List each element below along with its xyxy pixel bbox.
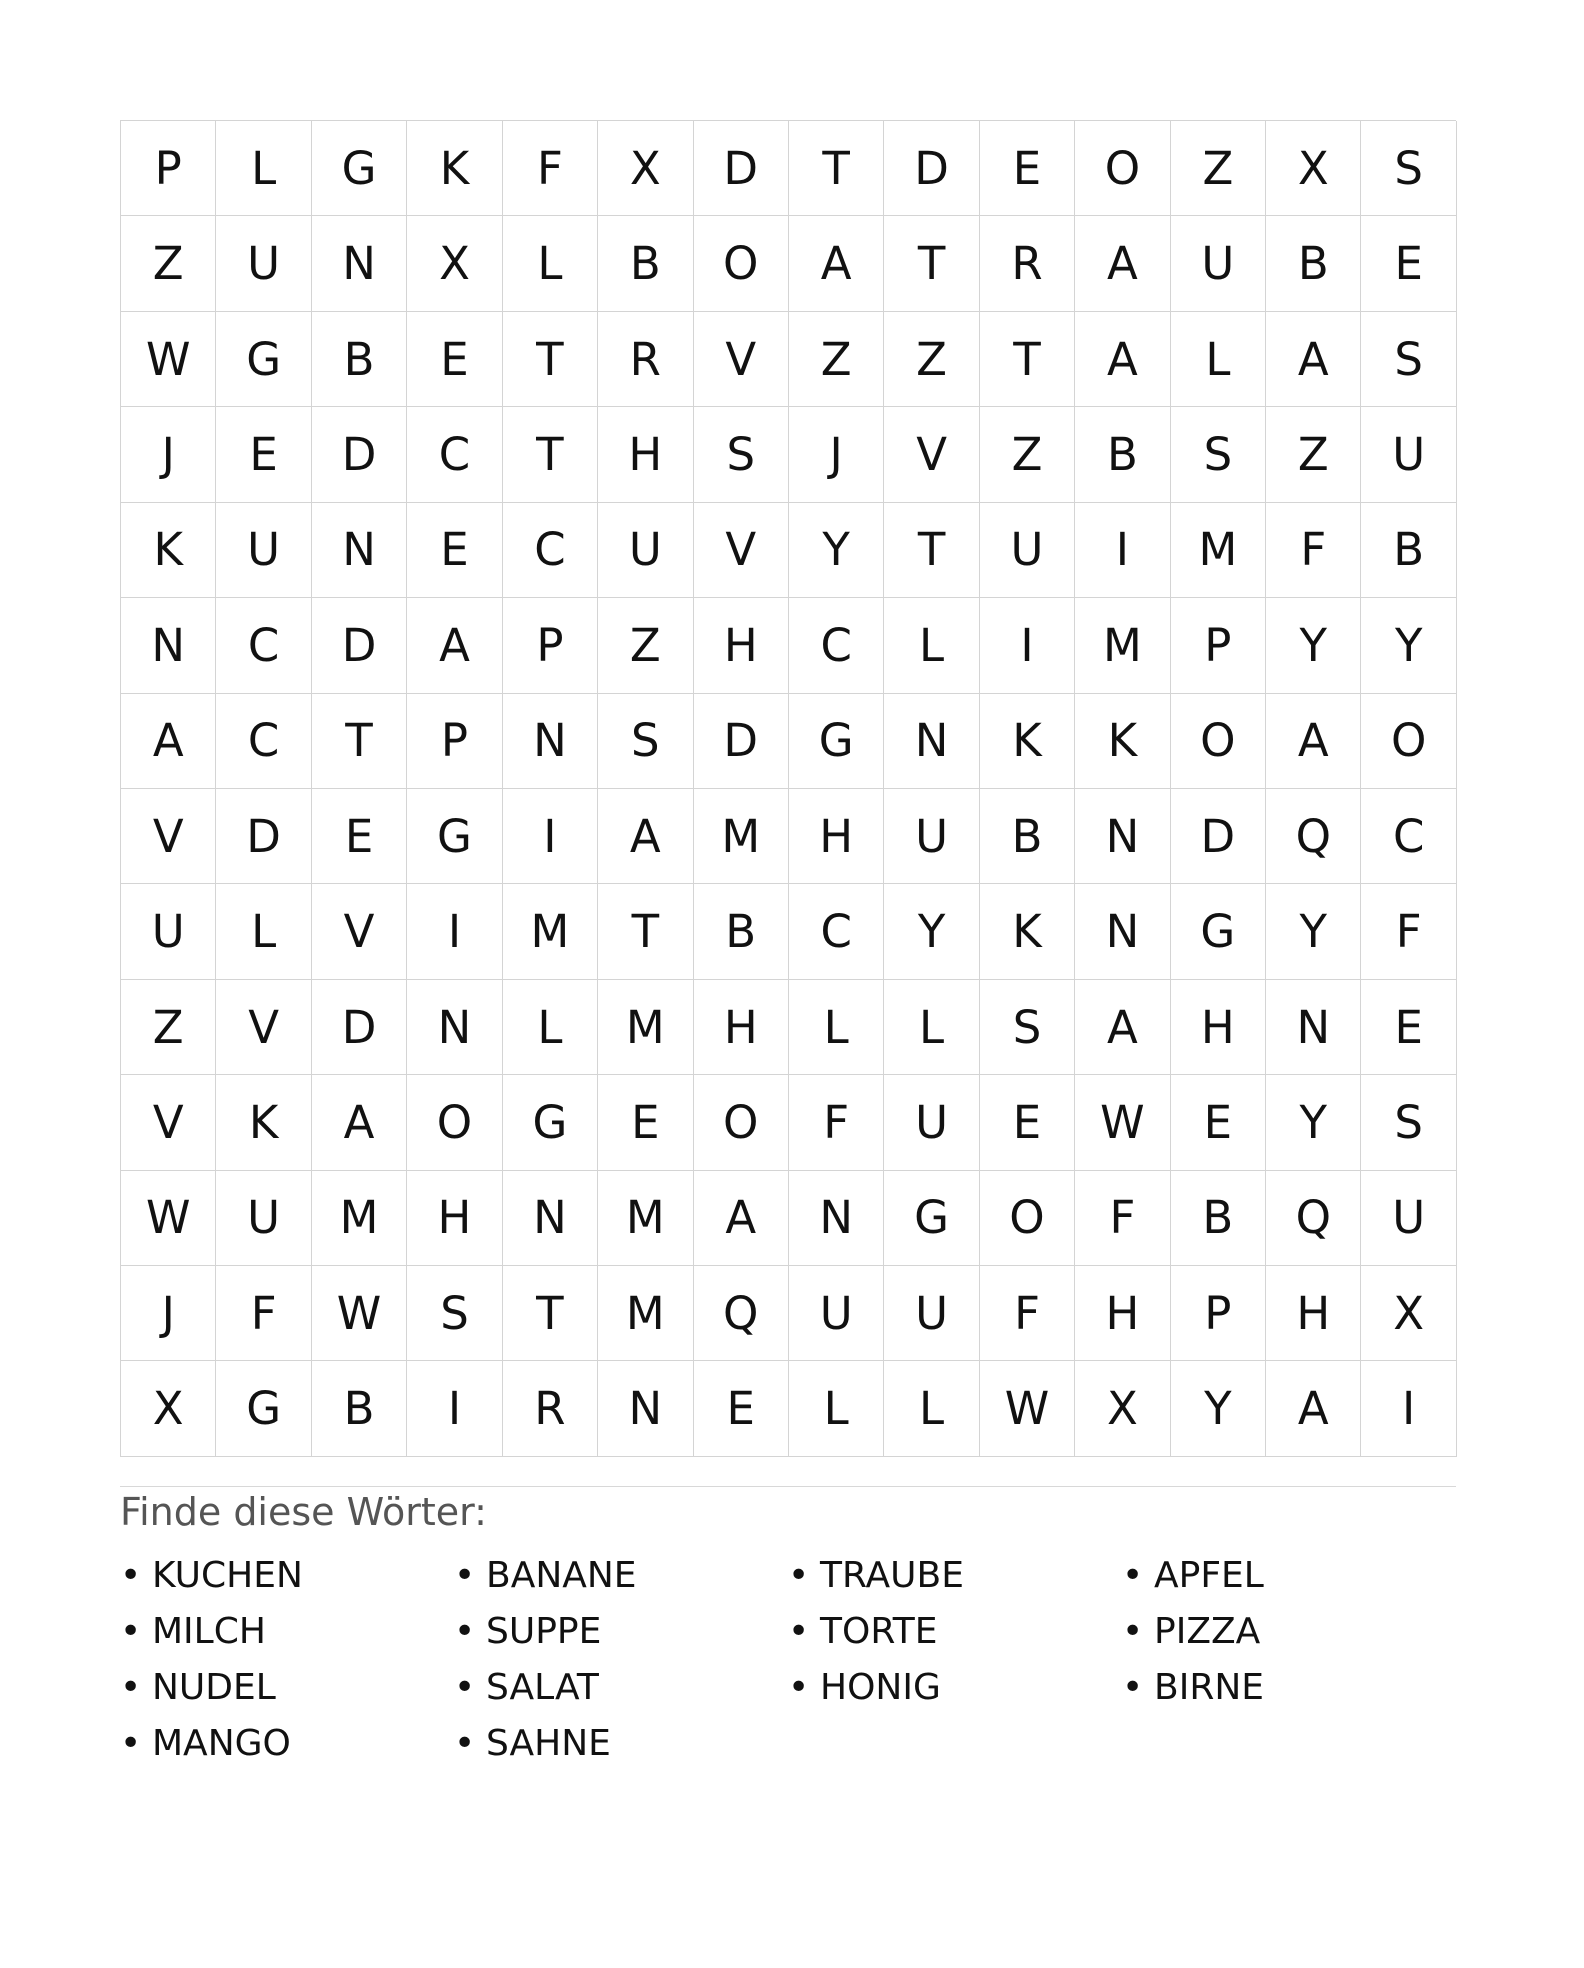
grid-cell[interactable]: U — [980, 503, 1075, 598]
bullet-icon: • — [454, 1723, 476, 1764]
word-list-item — [454, 1660, 788, 1716]
grid-cell[interactable]: C — [789, 884, 884, 979]
grid-cell[interactable]: S — [407, 1266, 502, 1361]
grid-cell[interactable]: F — [789, 1075, 884, 1170]
grid-cell[interactable]: V — [884, 407, 979, 502]
grid-cell[interactable]: X — [1075, 1361, 1170, 1456]
grid-cell[interactable]: K — [121, 503, 216, 598]
word-list-item — [120, 1716, 454, 1772]
grid-cell[interactable]: G — [216, 312, 311, 407]
grid-cell[interactable]: U — [884, 1075, 979, 1170]
grid-cell[interactable]: N — [503, 1171, 598, 1266]
grid-cell[interactable]: A — [1266, 312, 1361, 407]
grid-cell[interactable]: L — [503, 980, 598, 1075]
grid-cell[interactable]: A — [1075, 216, 1170, 311]
grid-cell[interactable]: O — [1171, 694, 1266, 789]
grid-cell[interactable]: R — [598, 312, 693, 407]
letter-grid — [120, 120, 1456, 1457]
grid-cell[interactable]: X — [1361, 1266, 1456, 1361]
grid-cell[interactable]: D — [312, 598, 407, 693]
word-search-puzzle — [120, 120, 1456, 1457]
word-list-item — [1122, 1604, 1456, 1660]
grid-cell[interactable]: U — [1171, 216, 1266, 311]
grid-cell[interactable]: T — [503, 1266, 598, 1361]
bullet-icon: • — [788, 1667, 810, 1708]
grid-cell[interactable]: U — [216, 216, 311, 311]
grid-cell[interactable]: H — [694, 598, 789, 693]
grid-cell[interactable]: Z — [121, 980, 216, 1075]
bullet-icon: • — [1122, 1555, 1144, 1596]
word-label: NUDEL — [152, 1667, 276, 1708]
grid-cell[interactable]: E — [216, 407, 311, 502]
word-label: HONIG — [820, 1667, 941, 1708]
grid-cell[interactable]: G — [216, 1361, 311, 1456]
grid-cell[interactable]: P — [121, 121, 216, 216]
divider — [120, 1486, 1456, 1487]
grid-cell[interactable]: B — [312, 312, 407, 407]
word-label: MILCH — [152, 1611, 266, 1652]
grid-cell[interactable]: R — [503, 1361, 598, 1456]
grid-cell[interactable]: A — [121, 694, 216, 789]
grid-cell[interactable]: U — [598, 503, 693, 598]
grid-cell[interactable]: T — [884, 216, 979, 311]
grid-cell[interactable]: N — [884, 694, 979, 789]
grid-cell[interactable]: Y — [1266, 1075, 1361, 1170]
word-list — [120, 1548, 1456, 1772]
word-list-item — [120, 1604, 454, 1660]
word-label: SAHNE — [486, 1723, 611, 1764]
grid-cell[interactable]: O — [1075, 121, 1170, 216]
grid-cell[interactable]: G — [407, 789, 502, 884]
grid-cell[interactable]: A — [407, 598, 502, 693]
grid-cell[interactable]: Y — [884, 884, 979, 979]
grid-cell[interactable]: J — [121, 407, 216, 502]
grid-cell[interactable]: Z — [884, 312, 979, 407]
grid-cell[interactable]: D — [694, 121, 789, 216]
bullet-icon: • — [454, 1667, 476, 1708]
bullet-icon: • — [788, 1611, 810, 1652]
bullet-icon: • — [120, 1723, 142, 1764]
grid-cell[interactable]: Z — [789, 312, 884, 407]
grid-cell[interactable]: P — [407, 694, 502, 789]
word-label: MANGO — [152, 1723, 291, 1764]
grid-cell[interactable]: I — [407, 884, 502, 979]
word-label: BIRNE — [1154, 1667, 1265, 1708]
grid-cell[interactable]: K — [216, 1075, 311, 1170]
grid-cell[interactable]: W — [121, 312, 216, 407]
grid-cell[interactable]: S — [1361, 121, 1456, 216]
grid-cell[interactable]: F — [1266, 503, 1361, 598]
grid-cell[interactable]: E — [407, 312, 502, 407]
bullet-icon: • — [1122, 1611, 1144, 1652]
grid-cell[interactable]: Q — [1266, 1171, 1361, 1266]
grid-cell[interactable]: X — [1266, 121, 1361, 216]
grid-cell[interactable]: U — [216, 1171, 311, 1266]
bullet-icon: • — [788, 1555, 810, 1596]
grid-cell[interactable]: F — [980, 1266, 1075, 1361]
grid-cell[interactable]: N — [121, 598, 216, 693]
grid-cell[interactable]: Y — [1361, 598, 1456, 693]
bullet-icon: • — [120, 1555, 142, 1596]
grid-cell[interactable]: C — [1361, 789, 1456, 884]
grid-cell[interactable]: Y — [789, 503, 884, 598]
grid-cell[interactable]: Y — [1171, 1361, 1266, 1456]
grid-cell[interactable]: Y — [1266, 884, 1361, 979]
grid-cell[interactable]: X — [598, 121, 693, 216]
word-label: SUPPE — [486, 1611, 602, 1652]
grid-cell[interactable]: G — [789, 694, 884, 789]
grid-cell[interactable]: S — [1361, 312, 1456, 407]
grid-cell[interactable]: D — [312, 407, 407, 502]
grid-cell[interactable]: M — [1075, 598, 1170, 693]
grid-cell[interactable]: E — [407, 503, 502, 598]
grid-cell[interactable]: H — [598, 407, 693, 502]
grid-cell[interactable]: N — [312, 503, 407, 598]
grid-cell[interactable]: E — [598, 1075, 693, 1170]
grid-cell[interactable]: A — [789, 216, 884, 311]
grid-cell[interactable]: V — [694, 312, 789, 407]
grid-cell[interactable]: G — [503, 1075, 598, 1170]
grid-cell[interactable]: E — [1361, 216, 1456, 311]
grid-cell[interactable]: F — [1361, 884, 1456, 979]
grid-cell[interactable]: L — [216, 884, 311, 979]
grid-cell[interactable]: B — [598, 216, 693, 311]
grid-cell[interactable]: Q — [1266, 789, 1361, 884]
grid-cell[interactable]: N — [598, 1361, 693, 1456]
grid-cell[interactable]: M — [694, 789, 789, 884]
word-label: KUCHEN — [152, 1555, 303, 1596]
grid-cell[interactable]: U — [789, 1266, 884, 1361]
word-list-item — [454, 1548, 788, 1604]
grid-cell[interactable]: X — [121, 1361, 216, 1456]
grid-cell[interactable]: B — [1075, 407, 1170, 502]
grid-cell[interactable]: N — [503, 694, 598, 789]
grid-cell[interactable]: O — [694, 1075, 789, 1170]
grid-cell[interactable]: E — [1171, 1075, 1266, 1170]
grid-cell[interactable]: N — [789, 1171, 884, 1266]
word-list-item — [454, 1716, 788, 1772]
word-label: PIZZA — [1154, 1611, 1261, 1652]
grid-cell[interactable]: G — [1171, 884, 1266, 979]
grid-cell[interactable]: A — [1075, 980, 1170, 1075]
grid-cell[interactable]: N — [1075, 789, 1170, 884]
word-list-title: Finde diese Wörter: — [120, 1490, 487, 1534]
grid-cell[interactable]: E — [312, 789, 407, 884]
grid-cell[interactable]: M — [312, 1171, 407, 1266]
grid-cell[interactable]: Y — [1266, 598, 1361, 693]
grid-cell[interactable]: I — [1361, 1361, 1456, 1456]
grid-cell[interactable]: O — [1361, 694, 1456, 789]
grid-cell[interactable]: D — [1171, 789, 1266, 884]
grid-cell[interactable]: H — [694, 980, 789, 1075]
grid-cell[interactable]: Z — [598, 598, 693, 693]
word-label: TORTE — [820, 1611, 938, 1652]
grid-cell[interactable]: N — [407, 980, 502, 1075]
grid-cell[interactable]: K — [407, 121, 502, 216]
grid-cell[interactable]: T — [884, 503, 979, 598]
grid-cell[interactable]: M — [1171, 503, 1266, 598]
grid-cell[interactable]: B — [1266, 216, 1361, 311]
grid-cell[interactable]: S — [598, 694, 693, 789]
grid-cell[interactable]: U — [121, 884, 216, 979]
grid-cell[interactable]: C — [503, 503, 598, 598]
grid-cell[interactable]: T — [312, 694, 407, 789]
word-label: SALAT — [486, 1667, 599, 1708]
grid-cell[interactable]: L — [884, 598, 979, 693]
grid-cell[interactable]: T — [598, 884, 693, 979]
grid-cell[interactable]: T — [503, 407, 598, 502]
word-list-item — [1122, 1660, 1456, 1716]
grid-cell[interactable]: E — [1361, 980, 1456, 1075]
grid-cell[interactable]: N — [312, 216, 407, 311]
grid-cell[interactable]: I — [407, 1361, 502, 1456]
grid-cell[interactable]: H — [789, 789, 884, 884]
grid-cell[interactable]: D — [312, 980, 407, 1075]
grid-cell[interactable]: P — [503, 598, 598, 693]
grid-cell[interactable]: A — [1266, 694, 1361, 789]
grid-cell[interactable]: W — [121, 1171, 216, 1266]
grid-cell[interactable]: Z — [1171, 121, 1266, 216]
grid-cell[interactable]: H — [1171, 980, 1266, 1075]
word-list-item — [454, 1604, 788, 1660]
grid-cell[interactable]: U — [884, 789, 979, 884]
grid-cell[interactable]: U — [216, 503, 311, 598]
grid-cell[interactable]: S — [1171, 407, 1266, 502]
grid-cell[interactable]: T — [503, 312, 598, 407]
grid-cell[interactable]: H — [1075, 1266, 1170, 1361]
grid-cell[interactable]: Z — [1266, 407, 1361, 502]
grid-cell[interactable]: L — [1171, 312, 1266, 407]
grid-cell[interactable]: B — [980, 789, 1075, 884]
grid-cell[interactable]: C — [216, 694, 311, 789]
grid-cell[interactable]: Z — [121, 216, 216, 311]
grid-cell[interactable]: L — [789, 980, 884, 1075]
grid-cell[interactable]: A — [312, 1075, 407, 1170]
grid-cell[interactable]: J — [789, 407, 884, 502]
grid-cell[interactable]: H — [1266, 1266, 1361, 1361]
grid-cell[interactable]: I — [1075, 503, 1170, 598]
grid-cell[interactable]: V — [312, 884, 407, 979]
grid-cell[interactable]: P — [1171, 598, 1266, 693]
word-label: TRAUBE — [820, 1555, 964, 1596]
grid-cell[interactable]: C — [216, 598, 311, 693]
grid-cell[interactable]: W — [980, 1361, 1075, 1456]
grid-cell[interactable]: V — [216, 980, 311, 1075]
grid-cell[interactable]: S — [1361, 1075, 1456, 1170]
grid-cell[interactable]: A — [1075, 312, 1170, 407]
grid-cell[interactable]: U — [1361, 407, 1456, 502]
grid-cell[interactable]: K — [1075, 694, 1170, 789]
grid-cell[interactable]: N — [1075, 884, 1170, 979]
grid-cell[interactable]: I — [980, 598, 1075, 693]
grid-cell[interactable]: B — [1171, 1171, 1266, 1266]
grid-cell[interactable]: E — [980, 121, 1075, 216]
grid-cell[interactable]: D — [216, 789, 311, 884]
grid-cell[interactable]: F — [1075, 1171, 1170, 1266]
bullet-icon: • — [454, 1555, 476, 1596]
word-list-item — [120, 1660, 454, 1716]
grid-cell[interactable]: T — [789, 121, 884, 216]
word-list-item — [788, 1660, 1122, 1716]
grid-cell[interactable]: K — [980, 694, 1075, 789]
grid-cell[interactable]: P — [1171, 1266, 1266, 1361]
grid-cell[interactable]: T — [980, 312, 1075, 407]
grid-cell[interactable]: S — [980, 980, 1075, 1075]
grid-cell[interactable]: B — [694, 884, 789, 979]
grid-cell[interactable]: S — [694, 407, 789, 502]
grid-cell[interactable]: O — [694, 216, 789, 311]
grid-cell[interactable]: Q — [694, 1266, 789, 1361]
grid-cell[interactable]: M — [598, 1266, 693, 1361]
grid-cell[interactable]: W — [312, 1266, 407, 1361]
grid-cell[interactable]: B — [312, 1361, 407, 1456]
word-list-item — [120, 1548, 454, 1604]
grid-cell[interactable]: A — [694, 1171, 789, 1266]
grid-cell[interactable]: W — [1075, 1075, 1170, 1170]
grid-cell[interactable]: Z — [980, 407, 1075, 502]
word-list-item — [788, 1604, 1122, 1660]
bullet-icon: • — [1122, 1667, 1144, 1708]
grid-cell[interactable]: C — [407, 407, 502, 502]
grid-cell[interactable]: M — [503, 884, 598, 979]
grid-cell[interactable]: L — [884, 980, 979, 1075]
grid-cell[interactable]: J — [121, 1266, 216, 1361]
grid-cell[interactable]: V — [121, 1075, 216, 1170]
grid-cell[interactable]: F — [503, 121, 598, 216]
grid-cell[interactable]: U — [1361, 1171, 1456, 1266]
bullet-icon: • — [454, 1611, 476, 1652]
grid-cell[interactable]: B — [1361, 503, 1456, 598]
word-label: APFEL — [1154, 1555, 1264, 1596]
word-list-item — [788, 1548, 1122, 1604]
grid-cell[interactable]: L — [884, 1361, 979, 1456]
grid-cell[interactable]: D — [694, 694, 789, 789]
grid-cell[interactable]: M — [598, 1171, 693, 1266]
grid-cell[interactable]: O — [407, 1075, 502, 1170]
grid-cell[interactable]: F — [216, 1266, 311, 1361]
grid-cell[interactable]: I — [503, 789, 598, 884]
grid-cell[interactable]: A — [1266, 1361, 1361, 1456]
bullet-icon: • — [120, 1667, 142, 1708]
grid-cell[interactable]: N — [1266, 980, 1361, 1075]
grid-cell[interactable]: R — [980, 216, 1075, 311]
grid-cell[interactable]: L — [503, 216, 598, 311]
grid-cell[interactable]: M — [598, 980, 693, 1075]
grid-cell[interactable]: O — [980, 1171, 1075, 1266]
grid-cell[interactable]: X — [407, 216, 502, 311]
bullet-icon: • — [120, 1611, 142, 1652]
grid-cell[interactable]: H — [407, 1171, 502, 1266]
grid-cell[interactable]: C — [789, 598, 884, 693]
grid-cell[interactable]: L — [789, 1361, 884, 1456]
grid-cell[interactable]: A — [598, 789, 693, 884]
word-list-item — [1122, 1548, 1456, 1604]
grid-cell[interactable]: V — [694, 503, 789, 598]
grid-cell[interactable]: G — [884, 1171, 979, 1266]
grid-cell[interactable]: E — [980, 1075, 1075, 1170]
grid-cell[interactable]: G — [312, 121, 407, 216]
grid-cell[interactable]: V — [121, 789, 216, 884]
word-label: BANANE — [486, 1555, 637, 1596]
grid-cell[interactable]: L — [216, 121, 311, 216]
grid-cell[interactable]: K — [980, 884, 1075, 979]
grid-cell[interactable]: E — [694, 1361, 789, 1456]
grid-cell[interactable]: D — [884, 121, 979, 216]
grid-cell[interactable]: U — [884, 1266, 979, 1361]
